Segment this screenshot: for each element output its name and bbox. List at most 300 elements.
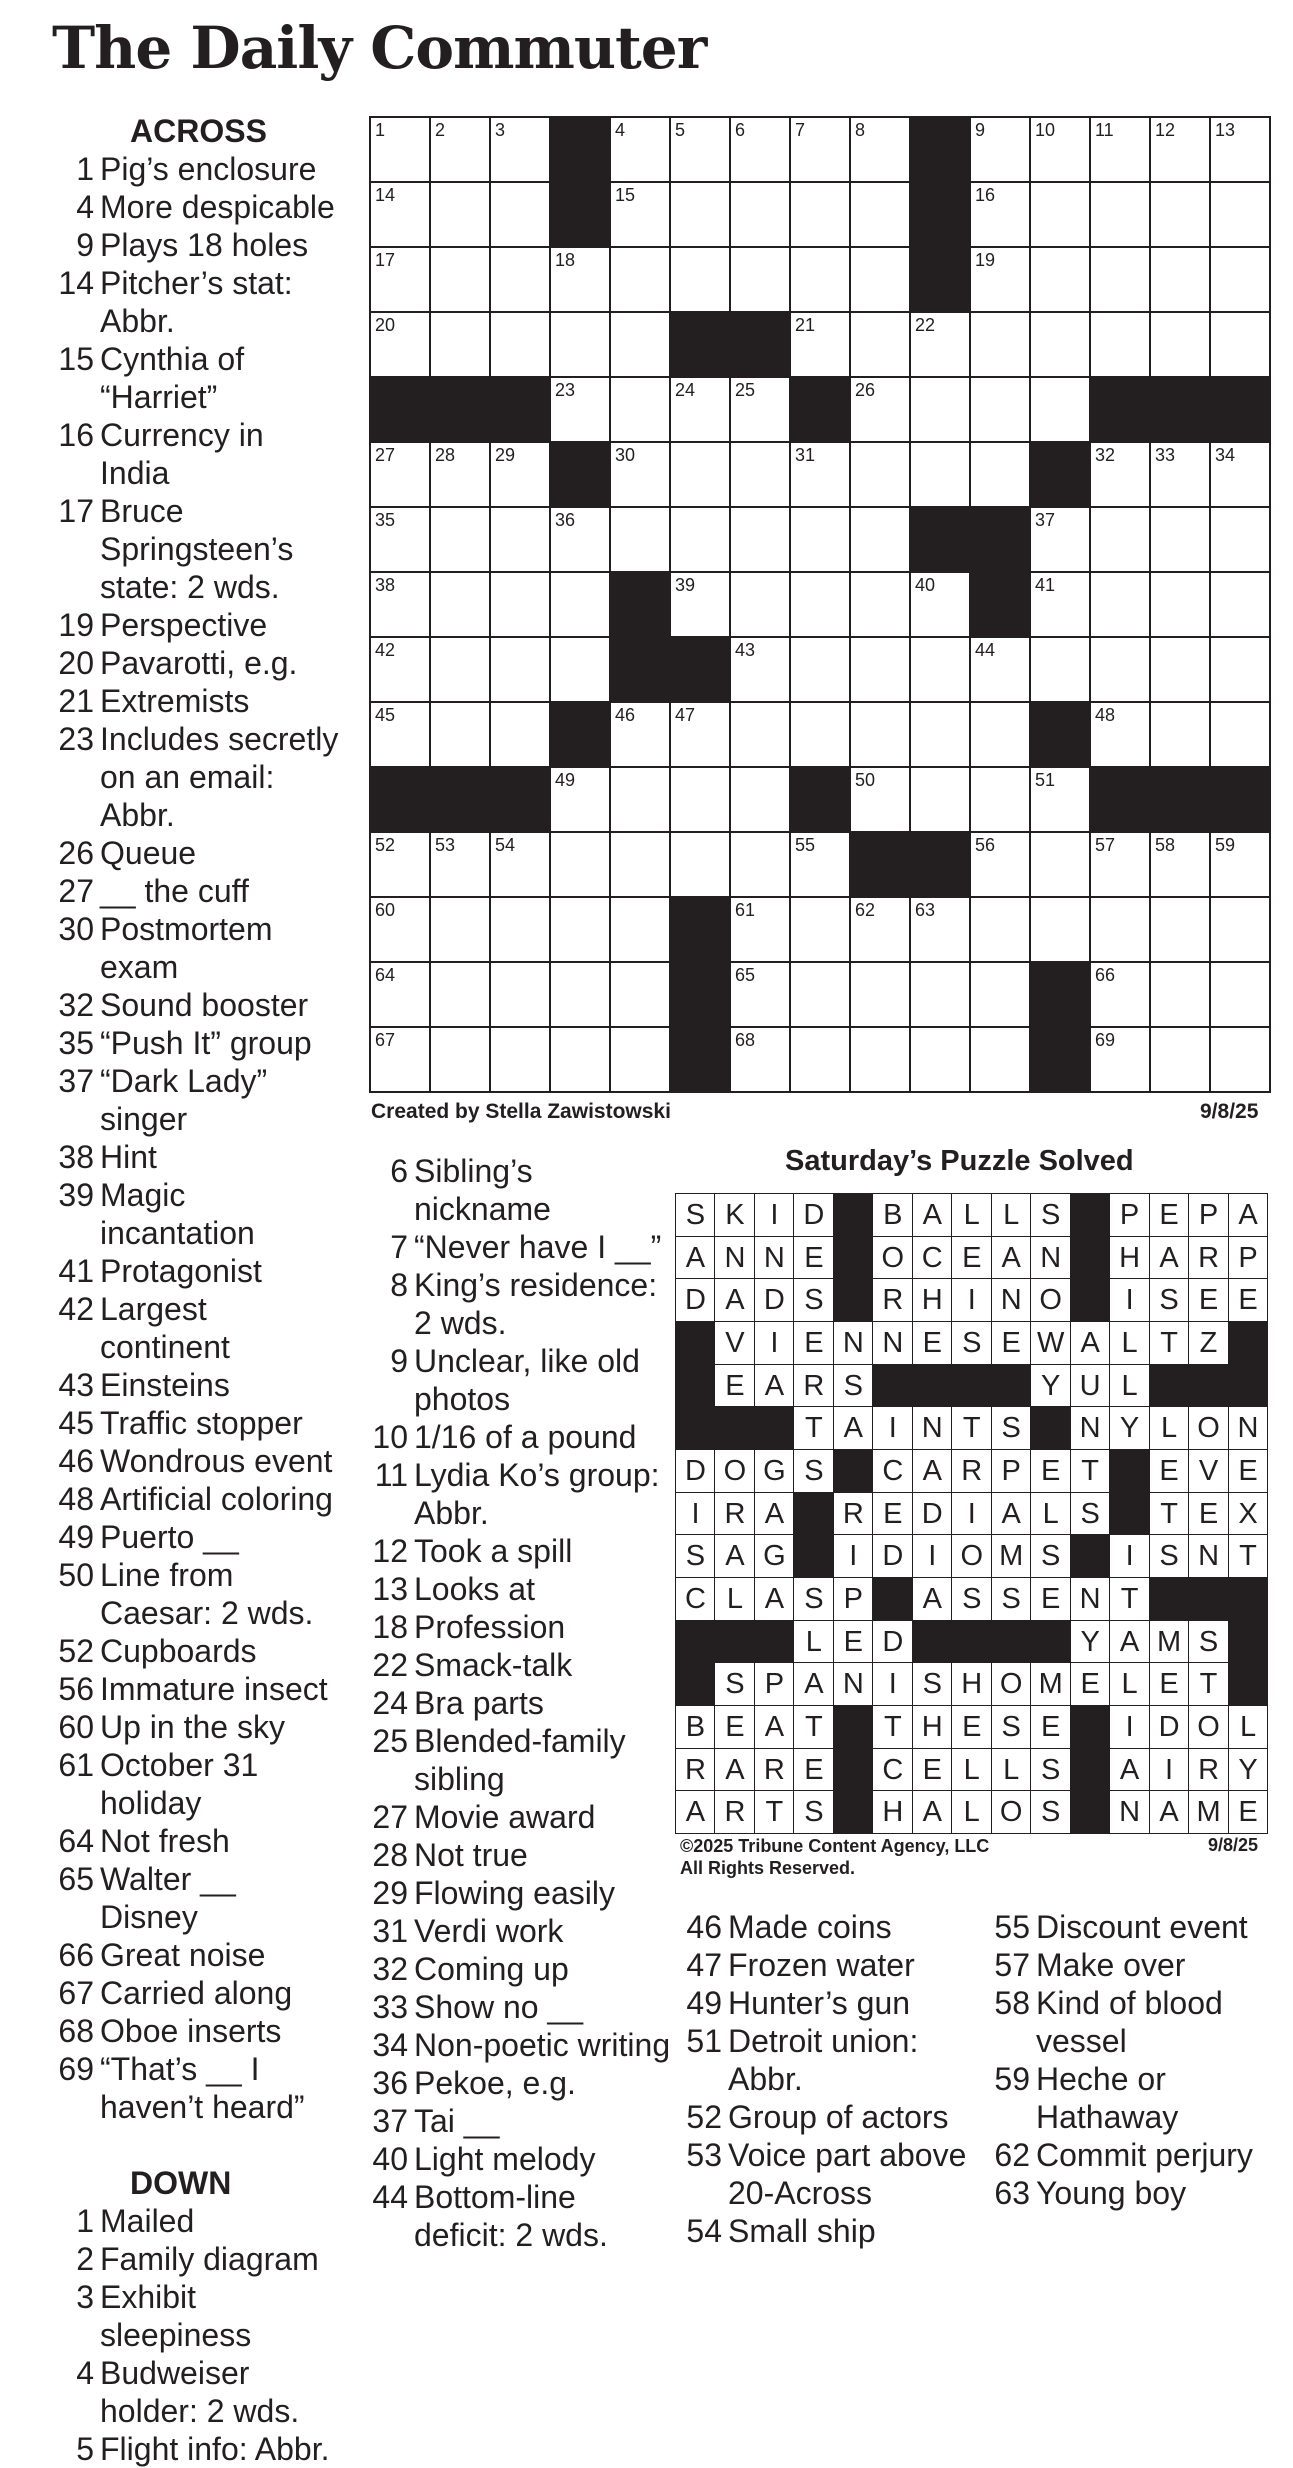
grid-cell[interactable] [549, 896, 611, 963]
grid-block [549, 701, 611, 768]
solution-letter: R [714, 1492, 755, 1536]
solution-letter: E [1070, 1662, 1111, 1706]
grid-cell[interactable] [729, 246, 791, 313]
clue-number: 34 [372, 2027, 408, 2063]
clue-text: Exhibit sleepiness [100, 2279, 252, 2353]
clue-text: Non-poetic writing [414, 2027, 671, 2063]
clue-item [40, 986, 340, 1024]
grid-cell[interactable] [369, 441, 431, 508]
clue-text: Young boy [1036, 2175, 1187, 2211]
clue-text: Cynthia of “Harriet” [100, 341, 245, 415]
grid-cell[interactable] [609, 246, 671, 313]
across-header: ACROSS [130, 113, 267, 149]
grid-cell[interactable] [1029, 636, 1091, 703]
grid-cell[interactable] [549, 571, 611, 638]
grid-cell[interactable] [849, 181, 911, 248]
clue-number: 23 [58, 721, 94, 757]
grid-block [669, 961, 731, 1028]
grid-cell[interactable] [1149, 961, 1211, 1028]
solution-letter: D [912, 1492, 953, 1536]
clue-item [980, 2060, 1290, 2136]
grid-cell[interactable] [609, 701, 671, 768]
clue-text: Pitcher’s stat: Abbr. [100, 265, 293, 339]
clue-item [40, 720, 340, 834]
grid-cell[interactable] [669, 181, 731, 248]
grid-cell[interactable] [429, 116, 491, 183]
grid-cell[interactable] [1089, 506, 1151, 573]
grid-cell[interactable] [369, 246, 431, 313]
solution-letter: I [951, 1492, 992, 1536]
grid-cell[interactable] [849, 376, 911, 443]
grid-cell[interactable] [489, 116, 551, 183]
solution-letter: T [793, 1406, 834, 1450]
grid-cell[interactable] [1089, 441, 1151, 508]
grid-cell[interactable] [789, 1026, 851, 1093]
clue-item [40, 2012, 340, 2050]
solution-letter: E [793, 1748, 834, 1792]
grid-cell[interactable] [1089, 571, 1151, 638]
grid-cell[interactable] [369, 701, 431, 768]
clue-text: “Dark Lady” singer [100, 1063, 268, 1137]
grid-cell[interactable] [789, 831, 851, 898]
clue-number: 50 [58, 1557, 94, 1593]
grid-cell[interactable] [969, 701, 1031, 768]
grid-cell[interactable] [789, 571, 851, 638]
grid-cell[interactable] [1209, 831, 1271, 898]
grid-cell[interactable] [1029, 896, 1091, 963]
grid-cell[interactable] [969, 831, 1031, 898]
solution-letter: I [872, 1406, 913, 1450]
grid-cell[interactable] [1149, 506, 1211, 573]
grid-block [1029, 441, 1091, 508]
grid-cell[interactable] [1029, 766, 1091, 833]
cell-number: 50 [855, 770, 876, 790]
grid-cell[interactable] [849, 961, 911, 1028]
clue-number: 27 [58, 873, 94, 909]
solution-letter: N [1070, 1406, 1111, 1450]
grid-cell[interactable] [1149, 1026, 1211, 1093]
grid-cell[interactable] [789, 961, 851, 1028]
grid-cell[interactable] [549, 831, 611, 898]
grid-cell[interactable] [609, 311, 671, 378]
solution-block [912, 1364, 953, 1408]
grid-cell[interactable] [729, 766, 791, 833]
clue-item [40, 1290, 340, 1366]
clue-text: Hint [100, 1139, 157, 1175]
clue-number: 25 [372, 1723, 408, 1759]
solution-letter: N [754, 1236, 795, 1280]
grid-cell[interactable] [1149, 571, 1211, 638]
solution-block [833, 1278, 874, 1322]
clue-text: Bruce Springsteen’s state: 2 wds. [100, 493, 294, 605]
solution-letter: A [1149, 1790, 1190, 1834]
solution-letter: C [872, 1449, 913, 1493]
grid-cell[interactable] [969, 961, 1031, 1028]
grid-cell[interactable] [1149, 181, 1211, 248]
grid-cell[interactable] [669, 506, 731, 573]
solution-letter: M [1030, 1662, 1071, 1706]
grid-cell[interactable] [1029, 116, 1091, 183]
cell-number: 51 [1035, 770, 1056, 790]
clue-text: Made coins [728, 1909, 892, 1945]
grid-cell[interactable] [489, 571, 551, 638]
grid-cell[interactable] [669, 246, 731, 313]
solution-letter: H [912, 1278, 953, 1322]
grid-cell[interactable] [1149, 116, 1211, 183]
grid-cell[interactable] [729, 571, 791, 638]
grid-cell[interactable] [669, 766, 731, 833]
clue-item [40, 2240, 340, 2278]
grid-cell[interactable] [609, 376, 671, 443]
grid-cell[interactable] [909, 766, 971, 833]
grid-cell[interactable] [849, 896, 911, 963]
grid-cell[interactable] [789, 441, 851, 508]
clue-item [980, 2174, 1290, 2212]
grid-cell[interactable] [489, 636, 551, 703]
grid-cell[interactable] [1089, 246, 1151, 313]
grid-cell[interactable] [1209, 506, 1271, 573]
solution-letter: W [1030, 1321, 1071, 1365]
grid-cell[interactable] [489, 896, 551, 963]
clue-item [362, 1570, 672, 1608]
solution-letter: A [1228, 1193, 1269, 1237]
grid-cell[interactable] [1089, 181, 1151, 248]
grid-cell[interactable] [369, 181, 431, 248]
solution-letter: T [1149, 1492, 1190, 1536]
grid-cell[interactable] [909, 441, 971, 508]
clue-text: Coming up [414, 1951, 569, 1987]
grid-cell[interactable] [669, 831, 731, 898]
grid-cell[interactable] [489, 961, 551, 1028]
grid-cell[interactable] [729, 181, 791, 248]
grid-cell[interactable] [1029, 246, 1091, 313]
grid-cell[interactable] [969, 1026, 1031, 1093]
grid-cell[interactable] [549, 1026, 611, 1093]
solution-letter: A [912, 1193, 953, 1237]
grid-cell[interactable] [969, 441, 1031, 508]
grid-cell[interactable] [1089, 831, 1151, 898]
clue-text: Not true [414, 1837, 528, 1873]
grid-cell[interactable] [969, 766, 1031, 833]
clue-number: 7 [390, 1229, 408, 1265]
solution-letter: L [714, 1577, 755, 1621]
clue-item [40, 1480, 340, 1518]
grid-cell[interactable] [1149, 636, 1211, 703]
grid-cell[interactable] [849, 701, 911, 768]
grid-cell[interactable] [789, 896, 851, 963]
grid-cell[interactable] [369, 116, 431, 183]
grid-cell[interactable] [1089, 896, 1151, 963]
solution-letter: S [675, 1534, 716, 1578]
solution-block [714, 1620, 755, 1664]
solution-letter: T [1109, 1577, 1150, 1621]
grid-cell[interactable] [1209, 181, 1271, 248]
grid-cell[interactable] [849, 571, 911, 638]
grid-cell[interactable] [369, 896, 431, 963]
clue-number: 61 [58, 1747, 94, 1783]
grid-cell[interactable] [1029, 311, 1091, 378]
grid-cell[interactable] [1149, 441, 1211, 508]
grid-cell[interactable] [429, 831, 491, 898]
clue-text: Detroit union: Abbr. [728, 2023, 919, 2097]
grid-cell[interactable] [669, 116, 731, 183]
grid-cell[interactable] [1209, 961, 1271, 1028]
grid-cell[interactable] [549, 311, 611, 378]
grid-block [609, 571, 671, 638]
grid-cell[interactable] [429, 1026, 491, 1093]
grid-cell[interactable] [609, 961, 671, 1028]
clue-text: Puerto __ [100, 1519, 239, 1555]
grid-cell[interactable] [609, 831, 671, 898]
clue-text: October 31 holiday [100, 1747, 259, 1821]
clue-text: Flight info: Abbr. [100, 2431, 330, 2467]
cell-number: 2 [435, 120, 446, 140]
grid-cell[interactable] [909, 1026, 971, 1093]
grid-cell[interactable] [909, 311, 971, 378]
grid-cell[interactable] [789, 636, 851, 703]
clue-item [40, 910, 340, 986]
grid-cell[interactable] [789, 311, 851, 378]
grid-cell[interactable] [729, 116, 791, 183]
grid-cell[interactable] [369, 636, 431, 703]
clue-text: Tai __ [414, 2103, 500, 2139]
grid-cell[interactable] [909, 961, 971, 1028]
clue-text: Wondrous event [100, 1443, 333, 1479]
cell-number: 59 [1215, 835, 1236, 855]
grid-cell[interactable] [369, 1026, 431, 1093]
solution-letter: T [793, 1705, 834, 1749]
grid-cell[interactable] [489, 181, 551, 248]
clue-text: Immature insect [100, 1671, 328, 1707]
grid-cell[interactable] [1029, 571, 1091, 638]
grid-cell[interactable] [549, 376, 611, 443]
grid-cell[interactable] [969, 311, 1031, 378]
grid-cell[interactable] [429, 636, 491, 703]
cell-number: 10 [1035, 120, 1056, 140]
grid-cell[interactable] [369, 506, 431, 573]
grid-cell[interactable] [1209, 896, 1271, 963]
solution-letter: T [951, 1406, 992, 1450]
grid-cell[interactable] [1209, 116, 1271, 183]
grid-cell[interactable] [1149, 246, 1211, 313]
grid-cell[interactable] [609, 766, 671, 833]
solution-letter: D [754, 1278, 795, 1322]
grid-cell[interactable] [849, 246, 911, 313]
grid-cell[interactable] [789, 181, 851, 248]
grid-cell[interactable] [369, 571, 431, 638]
clue-text: Currency in India [100, 417, 264, 491]
solution-letter: R [833, 1492, 874, 1536]
solution-letter: O [951, 1534, 992, 1578]
grid-cell[interactable] [1149, 311, 1211, 378]
grid-cell[interactable] [1089, 961, 1151, 1028]
grid-cell[interactable] [609, 896, 671, 963]
solution-letter: T [1070, 1449, 1111, 1493]
cell-number: 56 [975, 835, 996, 855]
solution-letter: S [1149, 1278, 1190, 1322]
grid-cell[interactable] [1209, 571, 1271, 638]
solution-block [872, 1364, 913, 1408]
grid-cell[interactable] [969, 116, 1031, 183]
grid-cell[interactable] [549, 766, 611, 833]
clue-item [40, 1822, 340, 1860]
grid-cell[interactable] [429, 311, 491, 378]
solution-letter: L [1109, 1662, 1150, 1706]
grid-cell[interactable] [729, 1026, 791, 1093]
solution-block [1070, 1193, 1111, 1237]
grid-cell[interactable] [489, 246, 551, 313]
grid-cell[interactable] [429, 506, 491, 573]
grid-cell[interactable] [1209, 311, 1271, 378]
grid-cell[interactable] [849, 311, 911, 378]
grid-cell[interactable] [969, 181, 1031, 248]
clue-item [362, 1342, 672, 1418]
solution-letter: E [1030, 1449, 1071, 1493]
grid-cell[interactable] [1209, 441, 1271, 508]
grid-cell[interactable] [909, 376, 971, 443]
grid-cell[interactable] [489, 831, 551, 898]
grid-cell[interactable] [1149, 896, 1211, 963]
grid-cell[interactable] [669, 571, 731, 638]
grid-cell[interactable] [489, 701, 551, 768]
grid-cell[interactable] [1149, 701, 1211, 768]
clue-number: 19 [58, 607, 94, 643]
grid-cell[interactable] [489, 1026, 551, 1093]
cell-number: 6 [735, 120, 746, 140]
grid-cell[interactable] [849, 506, 911, 573]
grid-cell[interactable] [909, 571, 971, 638]
grid-cell[interactable] [1089, 311, 1151, 378]
grid-cell[interactable] [969, 636, 1031, 703]
solution-letter: X [1228, 1492, 1269, 1536]
cell-number: 14 [375, 185, 396, 205]
grid-cell[interactable] [429, 181, 491, 248]
grid-cell[interactable] [1209, 701, 1271, 768]
solution-letter: T [1188, 1662, 1229, 1706]
grid-cell[interactable] [1149, 831, 1211, 898]
grid-cell[interactable] [729, 506, 791, 573]
clue-number: 30 [58, 911, 94, 947]
grid-cell[interactable] [549, 506, 611, 573]
clue-number: 27 [372, 1799, 408, 1835]
grid-cell[interactable] [1209, 1026, 1271, 1093]
clue-number: 4 [76, 2355, 94, 2391]
grid-cell[interactable] [849, 1026, 911, 1093]
grid-cell[interactable] [969, 896, 1031, 963]
clue-text: More despicable [100, 189, 335, 225]
grid-cell[interactable] [1089, 116, 1151, 183]
grid-cell[interactable] [429, 246, 491, 313]
grid-cell[interactable] [969, 246, 1031, 313]
grid-cell[interactable] [729, 831, 791, 898]
grid-cell[interactable] [849, 766, 911, 833]
grid-block [429, 376, 491, 443]
grid-cell[interactable] [669, 376, 731, 443]
clue-text: Not fresh [100, 1823, 230, 1859]
grid-cell[interactable] [369, 831, 431, 898]
grid-cell[interactable] [429, 571, 491, 638]
grid-cell[interactable] [729, 961, 791, 1028]
clue-number: 16 [58, 417, 94, 453]
grid-cell[interactable] [909, 896, 971, 963]
grid-cell[interactable] [669, 441, 731, 508]
clue-number: 42 [58, 1291, 94, 1327]
grid-cell[interactable] [789, 506, 851, 573]
grid-cell[interactable] [729, 896, 791, 963]
grid-cell[interactable] [1029, 181, 1091, 248]
grid-cell[interactable] [969, 376, 1031, 443]
clue-number: 9 [390, 1343, 408, 1379]
grid-cell[interactable] [669, 701, 731, 768]
grid-cell[interactable] [1029, 506, 1091, 573]
grid-cell[interactable] [849, 636, 911, 703]
clue-text: Blended-family sibling [414, 1723, 626, 1797]
grid-cell[interactable] [849, 441, 911, 508]
grid-cell[interactable] [849, 116, 911, 183]
grid-cell[interactable] [489, 311, 551, 378]
grid-cell[interactable] [1209, 246, 1271, 313]
grid-cell[interactable] [549, 246, 611, 313]
grid-cell[interactable] [429, 441, 491, 508]
grid-cell[interactable] [909, 701, 971, 768]
grid-cell[interactable] [729, 441, 791, 508]
grid-cell[interactable] [789, 701, 851, 768]
grid-cell[interactable] [489, 441, 551, 508]
cell-number: 15 [615, 185, 636, 205]
grid-cell[interactable] [609, 441, 671, 508]
down-clue-list-4 [980, 1908, 1290, 2212]
grid-cell[interactable] [1029, 376, 1091, 443]
grid-cell[interactable] [1089, 636, 1151, 703]
grid-cell[interactable] [1089, 1026, 1151, 1093]
grid-cell[interactable] [1209, 636, 1271, 703]
grid-cell[interactable] [609, 506, 671, 573]
grid-cell[interactable] [429, 896, 491, 963]
clue-item [362, 2178, 672, 2254]
grid-cell[interactable] [549, 961, 611, 1028]
grid-cell[interactable] [549, 636, 611, 703]
cell-number: 12 [1155, 120, 1176, 140]
solution-letter: G [754, 1449, 795, 1493]
clue-number: 32 [372, 1951, 408, 1987]
grid-cell[interactable] [609, 1026, 671, 1093]
clue-number: 45 [58, 1405, 94, 1441]
puzzle-date: 9/8/25 [1200, 1100, 1259, 1123]
grid-cell[interactable] [489, 506, 551, 573]
grid-block [1029, 1026, 1091, 1093]
grid-cell[interactable] [609, 181, 671, 248]
grid-cell[interactable] [1089, 701, 1151, 768]
grid-cell[interactable] [789, 246, 851, 313]
grid-cell[interactable] [369, 961, 431, 1028]
grid-cell[interactable] [729, 376, 791, 443]
grid-cell[interactable] [789, 116, 851, 183]
grid-cell[interactable] [429, 961, 491, 1028]
clue-text: Great noise [100, 1937, 266, 1973]
grid-cell[interactable] [729, 636, 791, 703]
grid-cell[interactable] [429, 701, 491, 768]
clue-number: 2 [76, 2241, 94, 2277]
solution-letter: M [991, 1534, 1032, 1578]
grid-cell[interactable] [729, 701, 791, 768]
clue-item [40, 1366, 340, 1404]
grid-cell[interactable] [609, 116, 671, 183]
grid-cell[interactable] [369, 311, 431, 378]
grid-cell[interactable] [909, 636, 971, 703]
grid-cell[interactable] [1029, 831, 1091, 898]
cell-number: 49 [555, 770, 576, 790]
grid-block [1089, 376, 1151, 443]
